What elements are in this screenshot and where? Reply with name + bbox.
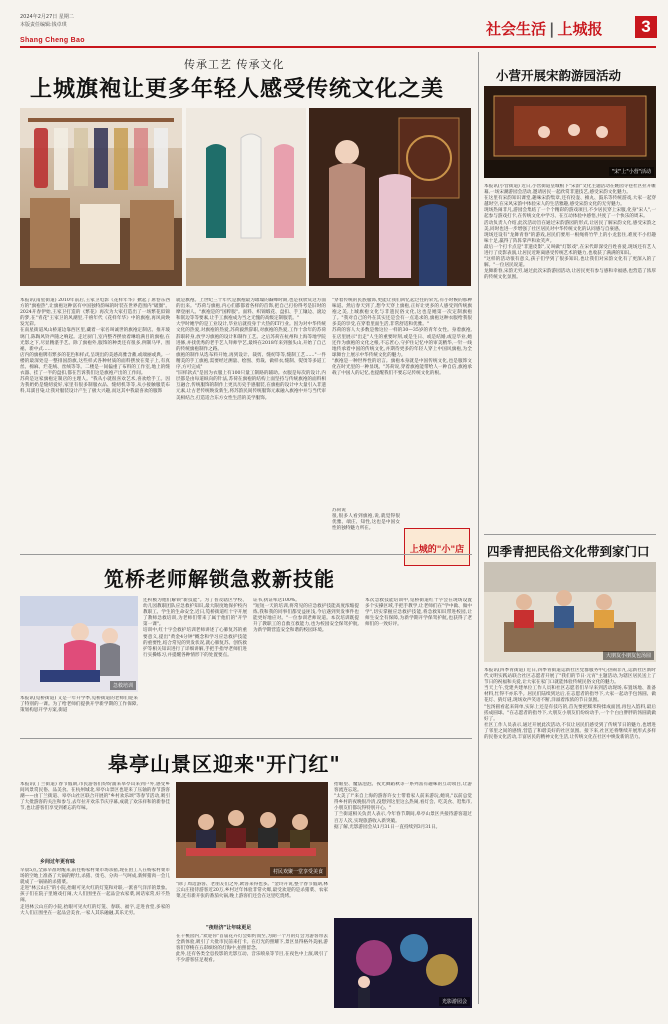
page-number: 3 bbox=[635, 16, 657, 38]
photo-caption-tangyuan: 大朋友小朋友包汤圆 bbox=[603, 651, 654, 660]
header-rule bbox=[20, 46, 656, 48]
story3-rule bbox=[20, 738, 472, 739]
photo-tangyuan bbox=[484, 562, 656, 662]
story3-col2: "除了周边游客、老朋友们之外,欧客来得也多。"金玲开说,整个春节假期,林云山庄接待游客近20万,乡村过年体验非常火爆,最受欢迎的是杀猪菜、农家菜,还有新开张的番茄火锅,晚上游客们还会在这里吃烧烤。 bbox=[176, 882, 328, 900]
story3-title: 皋亭山景区迎来"开门红" bbox=[108, 752, 341, 776]
photo-caption-villagers: 村民欢聚一堂享受美食 bbox=[270, 867, 326, 876]
section-name: 社会生活 bbox=[486, 20, 547, 38]
song-event-illustration bbox=[484, 86, 656, 178]
story2-col3: 证书,执证率达100%。 "短短一天的培训,将常见的应急救护技能高度浓缩提炼,我和我的同事们都受益匪浅,今后遇到突发事件也能更好地应对。"一位参训老师说道。本次培训既提升了教职工的自救互救能力,也为校园安全保驾护航,为新学期营造安全和谐的校园环境。 bbox=[253, 598, 359, 634]
sidebar2-title: 四季青把民俗文化带到家门口 bbox=[487, 544, 650, 559]
photo-caption-song: "宋"上"小营"活动 bbox=[609, 167, 654, 176]
header-editor: 本版责任编辑:钱卓琪 bbox=[20, 22, 67, 28]
story2-col1: 本报讯(笕桥街道) 又是一年开学季,笕桥街道的老师们迎来了特别的一课。为了给老师们提供开学新学期的工作保障,策划构思开学方案,街道 bbox=[20, 696, 138, 714]
paper-name: 上城报 bbox=[557, 20, 603, 38]
main-kicker: 传承工艺 传承文化 bbox=[184, 58, 285, 71]
first-aid-illustration bbox=[20, 596, 138, 692]
main-col3: "穿着传统的民族服饰,更能让我们回忆起过往的荣光,有小时候的那种味道。然后春天到了,想今天穿上旗袍,正好让更多的人感受到传统旗袍之美,上城旗袍文化与非遗民俗文化,这也是她第一次定制旗袍了。"我对自己的外在其实还是会有一点追求的,旗袍这种衣服给我很多美的享受,在穿着里面生活,非常舒适和优雅。" 苏荷的客人大多数是像这位一样的30—35岁的青年女性。身着旗袍,在店里展示"出走"人生的重要时刻,或是生日、或是结婚,或是毕业,她还作为旗袍的文化之根,不忘匠心,守护住记忆中的审美精华,一针一线地传承着中国的传统文化,并期待更多的年轻人穿上中国风旗袍,为全球舞台上展示中华传统文化的魅力。 "旗袍是一种世界性的语言。旗袍本身就是中国传统文化,也是服饰文化在时光里的一种显现。"苏荷说,穿着旗袍能带给人一种自信,旗袍承载了中国人的记忆,也提醒我们不要忘记传统文化的根。 bbox=[332, 298, 472, 377]
sidebar1-body: 本报讯(小营街道) 近日,小营街道皇城根下"宋韵"文化主题活动在姚园寺巷社区拉开帷幕,一场宋潮游园会活动,邀请居民一起欣赏非遗技艺,感受宋韵文化魅力。 在这里有宋韵知识课堂,趣味宋韵集章,还有投壶、捶丸、鼓乐等传统游戏,大家一起穿越时空,在宋风宋韵中体验宋人的生活雅趣,感受宋韵文化的无穷魅力。 现场热闹非凡,游园会集结了一个个精彩的游戏项目,不少居民穿上宋服,化身"宋人",一起参与游戏打卡,在传统文化中学习、在互动体验中感悟,共度了一个快乐的周末。 活动负责人介绍,此次活动旨在通过宋韵游园的形式,让居民了解宋韵文化,感受宋韵之美,同时也进一步增强了社区居民对中华传统文化的认同感与自豪感。 现场还设有"龙舞青春"的游戏,居民们要用一根绳将竹竿上的小龙套住,难度不小但趣味十足,赢得了阵阵掌声和欢笑声。 最后一个打卡点是"非遗皮影",又叫做"灯影戏",在宋代即深受百姓喜爱,现场还有艺人进行了皮影表演,让居民近距离感受传统艺术的魅力,也收获了满满的知识。 "这样的活动很有意义,孩子们学到了很多知识,也让我们对宋韵文化有了更深入的了解。"一位居民说道。 龙舞新春,宋韵无穷,通过此次宋韵游园活动,让居民更有参与感和幸福感,也营造了浓厚的传统文化氛围。 bbox=[484, 184, 656, 281]
photo-villagers bbox=[176, 782, 328, 878]
tangyuan-illustration bbox=[484, 562, 656, 662]
main-col1: 本报讯(南星街道) 2010年前后,王家卫电影《花样年华》掀起了席卷东西方的"旗袍热",让旗袍这种富有中国独特韵味的时装在世界范围内"破圈"。2024开春伊始,王家卫打造的《繁花》再次为大家打造出了一场繁花似锦的梦,在"青花"王家卫的风潮里,千禧年代《花样年华》中的旗袍,再风尚焕发光彩。 在南星街道凤山桥道边靠西区里,藏着一家名叫诚世的旗袍定制店。推开玻璃门,陈陶风铃声随之响起。走过厨门,室内整齐摆放着琳琅满目的旗袍,在光影之下,尽显精湛手艺。除了旗袍外,服饰的种类还有很多,例制马甲、围裙、新中式…… 店内的旗袍牌有繁多的花色和样式,呈现出的美感高雅含蓄,或端丽或典。一楼的最深处是一整排国韵旗,这些样式各种材质的面料摆放在架子上,有真丝、棉麻、烂花绒、丝绒等等。二楼是一间偏重了布料的工作室,地上的缝衣器、挂了一半的盘扣,都在告诉我们这是旗袍产出的工作间。 苏荷是这家旗袍定制店的主理人。"我从小就很喜欢艺术,喜欢绘手工。因为我奶奶是缝纫爱好,家里有很多制服衣品、缝纫机等等,从小接触服装布料,耳濡目染,让我对服装设计产生了极大兴趣,而这其中我最喜欢的服饰 bbox=[20, 298, 170, 395]
photo-song-event bbox=[484, 86, 656, 178]
main-col2: 就是旗袍。上世纪三十年代是旗袍最为璀璨的巅峰时期,也是我欣赏这方面的出来。"苏荷与旗袍,内心们都都着各样的首饰,把自己打扮得考是旧时的摩登丽人。"旗袍是的"国粹服"。面料、织锦缎花、盘扣、手工镶边、滚边和嵌边等等要素,让手工旗袍成为当之无愧的高级定制服装。" 大学时她学的是工业设计,毕业后就投身于大热的IT行业。因为对中华传统文化的热爱,对旗袍的热爱,苏荷毅然辞职,对旗袍的热爱,工作十余年的苏荷辞职转身,放学习旗袍的设计和制作工艺。之后苏荷在杭州和上海等地学院进修,并找优秀的老手艺人拜师学艺,最终在2018年来到强头山,开始了自己的传统旗袍制作之路。 旗袍的制作从选布料开始,再到设计、裁剪、缝纫等等,缝制工艺……"一件精美的手工旗袍,需要经过测量、绘图、剪裁、做样衣,缝制、熨烫等多道工序,方可完成" "旧样款式"是因为衣服上有100只量工制路的辅助。衣服是每次的设计,内层都是由每道纵向的针法,苏荷在旗袍的结构上面坚持与传统旗袍的面料相互融合,传统服饰的制作上更具历史手感服装,在旗袍的设计中大量引入非遗元素,让古老传统焕发新生,将苏韵民间传统服饰元素融入旗袍中并与当代审美相结合,打造适合东方女性生活的美学服饰。 bbox=[176, 298, 326, 401]
header-date: 2024年2月27日 星期二 bbox=[20, 14, 74, 20]
sidebar-divider bbox=[478, 52, 479, 1004]
main-col3-end: 苏荷说 很,很多人看到旗袍,说,就觉得很优雅、端庄、知性,这也是中国女性的独特魅力所在。 bbox=[332, 508, 400, 532]
photo-first-aid bbox=[20, 596, 138, 692]
lights-illustration bbox=[334, 918, 472, 1008]
story3-sub2: "夜经济"让年味更足 bbox=[206, 925, 252, 931]
story3-col1: 本报讯(丁兰街道) 春节假期,市民游客们纷纷涌来皋亭山来到户外,感受乡间风景赏民俗、品美食。在杭州城北,皋亭山景区也迎来了压轴的春节游客潮——由丁兰街道、皋亭山社区联合开展的"乡村欢乐颂"等春节活动,吸引了大批游客的关注和参与,去年拉开欢乐节庆序幕,成就了欢乐祥和的新春佳节,也让游客们享受到难忘的年味。 bbox=[20, 782, 170, 812]
photo-caption-first-aid: 急救培训 bbox=[110, 681, 136, 690]
header-section: 社会生活 | 上城报 bbox=[486, 20, 603, 38]
story2-title: 笕桥老师解锁急救新技能 bbox=[104, 567, 335, 591]
photo-woman-qipao bbox=[309, 108, 471, 286]
header-brand: Shang Cheng Bao bbox=[20, 37, 85, 44]
shop-illustration bbox=[20, 108, 182, 286]
story2-rule bbox=[20, 554, 472, 555]
villagers-illustration bbox=[176, 782, 328, 878]
woman-illustration bbox=[309, 108, 471, 286]
main-title: 上城旗袍让更多年轻人感受传统文化之美 bbox=[30, 77, 445, 102]
story3-col2b: 在千桃园内,"欢迎你"首届花卉灯会如约而至,为期一个月的灯会为游客带去全新体验,吸引了大批市民前来打卡。在灯光的照耀下,景区显得格外美丽,游客们穿梭在五彩缤纷的灯海中,拍照留念。 此外,还有各类全息投影的光影互动、音乐喷泉等节目,在夜色中上演,吸引了不少游客驻足观看。 bbox=[176, 934, 328, 964]
story3-col1b: 早晨5点,全部早准时醒来,前往杨家村菜市场杀猪,现在由工人在杨家村菜市场的空地上准备了大锅的野灶,杀猪、烫毛、分肉一气呵成,新鲜猪肉一会儿就成了一锅锅的杀猪菜。 走进"林云山庄"的小院,抬眼可见火红的灯笼和对联,一派喜气洋洋的景象。孩子们在院子里嬉戏打闹,大人们围坐在一起品尝农家菜,闲话家常,好不热闹。 走进林云山庄的小院,抬眼可见火红的灯笼、春联、福字,走进食堂,多家的大人们正围坐在一起品尝美食,一家人其乐融融,其乐无穷。 bbox=[20, 868, 170, 916]
photo-caption-lights: 光影游园会 bbox=[439, 997, 470, 1006]
sidebar1-title: 小营开展宋韵游园活动 bbox=[496, 68, 622, 83]
mannequin-illustration bbox=[186, 108, 306, 286]
photo-shop-interior bbox=[20, 108, 182, 286]
story3-col3: 抬眼望、魔法泡泡、夜光舞蹈秋等一系列富有趣味的互动项目,让游客流连忘返。 "太美了!"来自上海的游客许女士带着家人前来游玩,她说,"以前总觉得乡村的夜晚很冷清,没想到这里这么热闹,看灯会、吃美食、逛集市,小朋友们都玩得特别开心。" 丁兰街道相关负责人表示,今年春节期间,皋亭山景区共接待游客超过百万人次,实现旅游收入新突破。 据了解,光影游园会从1月31日一直持续到3月31日。 bbox=[334, 782, 472, 830]
story2-col4: 本次急救技能培训中,笕桥街道红十字会在现场设置多个实操区域,手把手教学,让老师们在"学中做、做中学",切实掌握应急救护技能,将急救知识带进校园,让师生安全有保障,为新学期开学保驾护航,也获得了老师们的一致好评。 bbox=[365, 598, 472, 628]
stamp-text: 上城的"小"店 bbox=[409, 545, 465, 555]
photo-light-festival bbox=[334, 918, 472, 1008]
story3-sub1: 乡间过年更有味 bbox=[40, 859, 76, 865]
sidebar2-rule bbox=[484, 534, 656, 535]
xiaodian-stamp bbox=[404, 528, 470, 566]
photo-mannequins bbox=[186, 108, 306, 286]
sidebar2-body: 本报讯(四季青街道) 近日,四季青街道运新社区党群服务中心热闹非凡,运新社区新时代文明实践站联合社区志愿者开展了"我们的节日·元宵"主题活动,为辖区居民送上了节日的祝福和关爱,让大家在家门口就能体验传统民俗文化的魅力。 当天上午,党建共建单位工作人员和社区志愿者们早早来到活动现场,布置场地、准备材料,忙得不亦乐乎。居民们陆续到达后,在志愿者的指导下,大家一起动手包汤圆、做花灯、猜灯谜,现场欢声笑语不断,洋溢着浓浓的节日氛围。 "包汤圆看起来简单,实际上还是有技巧的,首先要把糯米粉揉成面团,再包入馅料,最后搓成圆球。"在志愿者的指导下,大朋友小朋友们纷纷动手,一个个白白胖胖的汤圆就做好了。 社区工作人员表示,通过开展此次活动,不仅让居民们感受到了传统节日的魅力,也增进了邻里之间的感情,营造了和谐美好的社区氛围。接下来,社区还将继续开展形式多样的民俗文化活动,丰富居民的精神文化生活,让传统文化在社区中焕发新的活力。 bbox=[484, 668, 656, 741]
story2-col2: 还积极为他们解锁"新技能"。为了普及辖区学校、幼儿园教职团队应急救护知识,最大限度地保护校内教职工、学生的生命安全,近日,笕桥街道红十字开展了教师急救培训,为老师们带来了属于他们的"开学第一课"。 培训中,红十字会救护培训老师讲述了心肺复苏的重要意义,提出"黄金4分钟"概念和学习应急救护技能的重要性,结合常见的突发状况,就心肺复苏、创伤救护等相关知识进行了详细讲解,手把手指导老师们进行实操练习,并提醒各种情形下的处置要点。 bbox=[143, 598, 247, 658]
